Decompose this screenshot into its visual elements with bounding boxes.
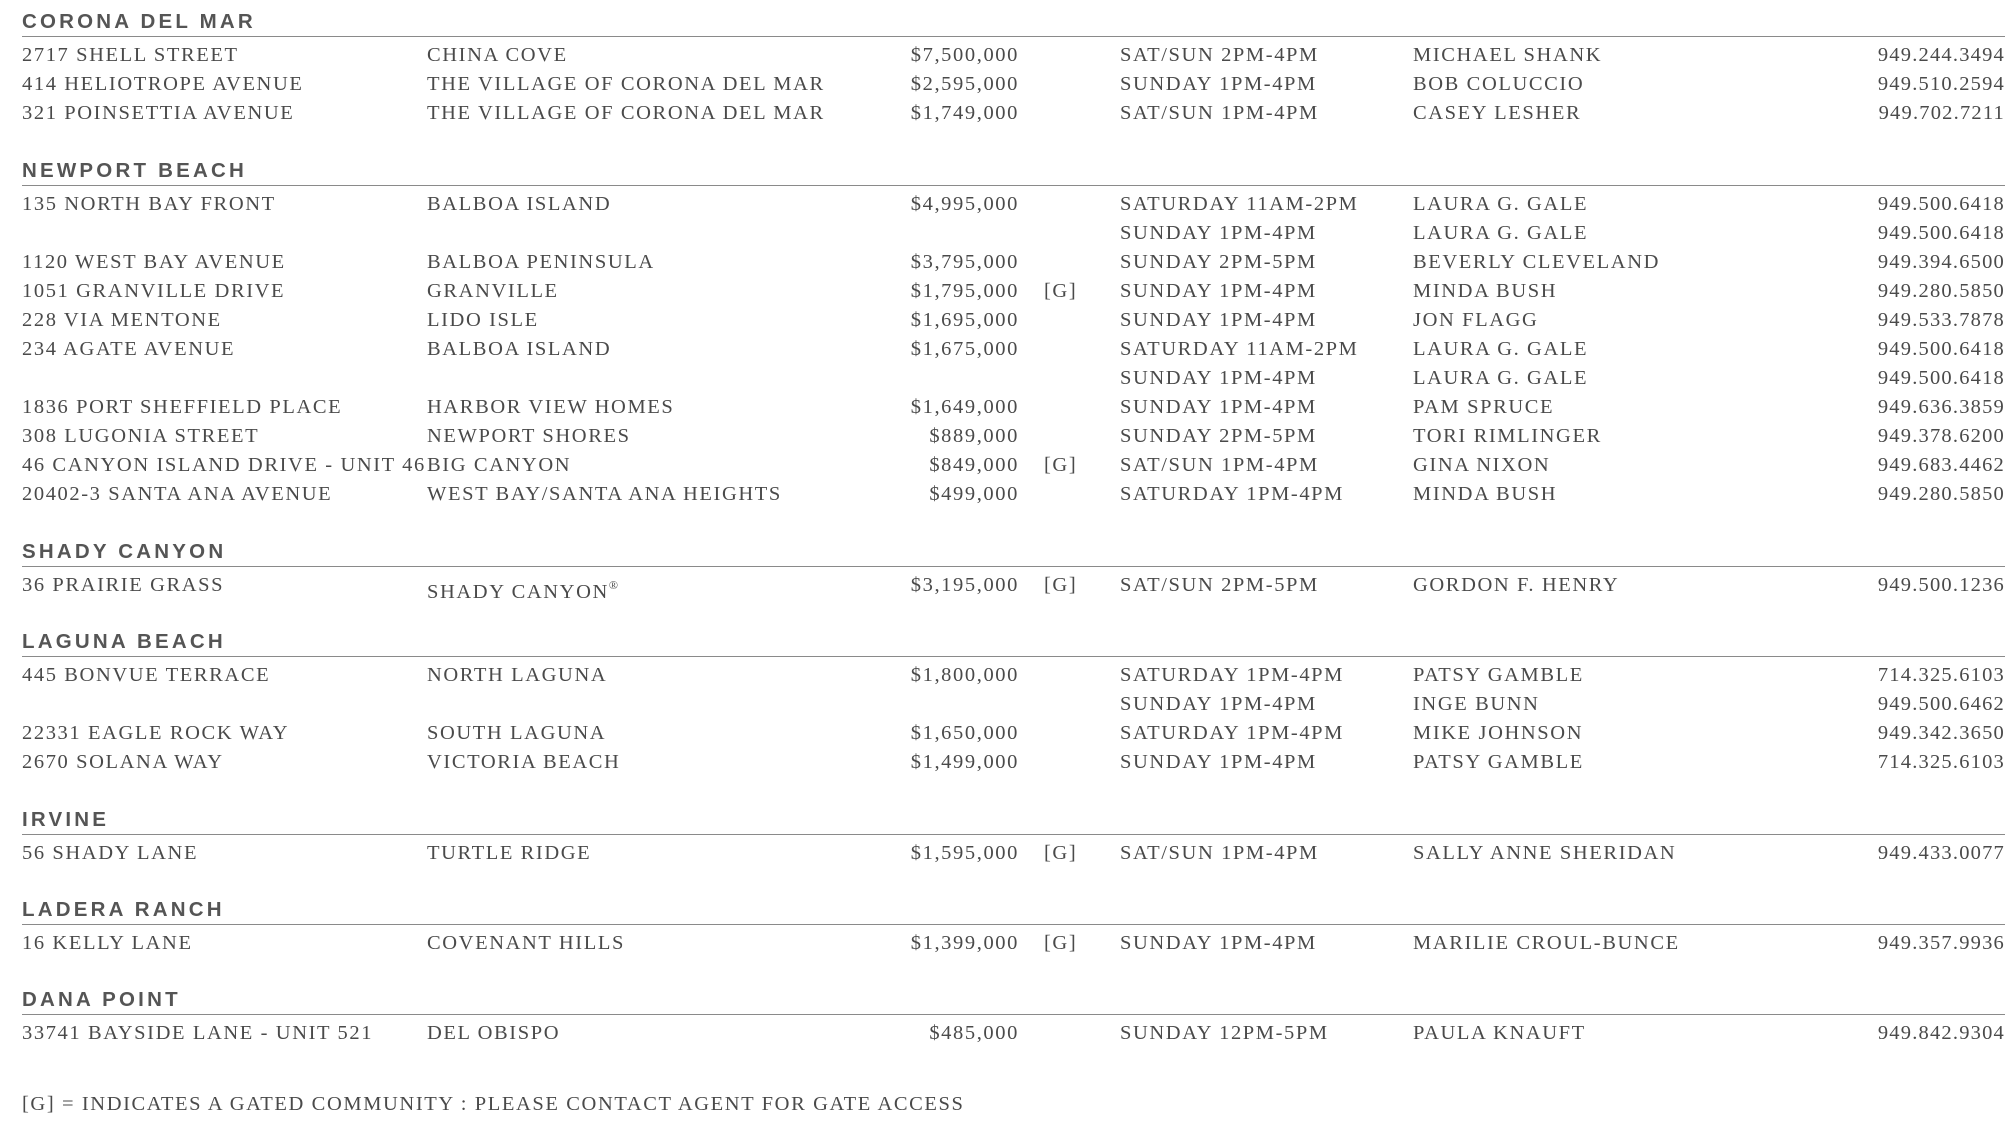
listing-row [22,335,2005,364]
listing-price: $1,800,000 [910,664,1019,686]
listing-gated: [G] [1044,280,1078,302]
listing-neighborhood: GRANVILLE [427,280,559,302]
listing-agent: BOB COLUCCIO [1413,73,1585,95]
listing-time: SAT/SUN 1PM-4PM [1120,102,1319,124]
listing-time: SUNDAY 1PM-4PM [1120,367,1317,389]
listing-price: $2,595,000 [910,73,1019,95]
listing-neighborhood: WEST BAY/SANTA ANA HEIGHTS [427,483,782,505]
listing-price: $1,595,000 [910,842,1019,864]
listing-neighborhood: THE VILLAGE OF CORONA DEL MAR [427,73,825,95]
listing-time: SAT/SUN 2PM-5PM [1120,574,1319,596]
listing-price: $1,675,000 [910,338,1019,360]
listing-neighborhood: BALBOA ISLAND [427,338,612,360]
footnote: [G] = INDICATES A GATED COMMUNITY : PLEASE CONTACT AGENT FOR GATE ACCESS [22,1093,965,1115]
listing-phone: 949.500.6418 [1877,367,2005,389]
listing-address: 414 HELIOTROPE AVENUE [22,73,304,95]
listing-agent: GORDON F. HENRY [1413,574,1620,596]
listing-neighborhood: NORTH LAGUNA [427,664,608,686]
listing-address: 16 KELLY LANE [22,932,193,954]
section-divider [22,185,2005,186]
section-divider [22,834,2005,835]
listing-phone: 949.500.1236 [1877,574,2005,596]
listing-price: $3,795,000 [910,251,1019,273]
listing-price: $1,749,000 [910,102,1019,124]
listing-row [22,219,2005,248]
listing-row [22,364,2005,393]
listing-time: SUNDAY 1PM-4PM [1120,73,1317,95]
section-title: DANA POINT [22,988,181,1011]
listing-phone: 949.357.9936 [1877,932,2005,954]
listing-phone: 949.244.3494 [1877,44,2005,66]
listing-time: SUNDAY 2PM-5PM [1120,251,1317,273]
listing-row [22,719,2005,748]
listing-address: 46 CANYON ISLAND DRIVE - UNIT 46 [22,454,426,476]
listing-agent: SALLY ANNE SHERIDAN [1413,842,1677,864]
listing-agent: MARILIE CROUL-BUNCE [1413,932,1680,954]
section-title: LAGUNA BEACH [22,630,226,653]
listing-row [22,839,2005,868]
listing-agent: INGE BUNN [1413,693,1540,715]
section-divider [22,1014,2005,1015]
listing-agent: CASEY LESHER [1413,102,1582,124]
listing-phone: 949.433.0077 [1877,842,2005,864]
listing-agent: LAURA G. GALE [1413,222,1589,244]
listing-address: 135 NORTH BAY FRONT [22,193,276,215]
listing-row [22,661,2005,690]
listing-phone: 949.683.4462 [1877,454,2005,476]
listing-agent: BEVERLY CLEVELAND [1413,251,1661,273]
section-title: LADERA RANCH [22,898,225,921]
listing-neighborhood: DEL OBISPO [427,1022,561,1044]
listing-time: SUNDAY 1PM-4PM [1120,396,1317,418]
listing-neighborhood: VICTORIA BEACH [427,751,621,773]
listing-time: SAT/SUN 1PM-4PM [1120,842,1319,864]
listing-agent: PATSY GAMBLE [1413,751,1584,773]
listing-agent: LAURA G. GALE [1413,193,1589,215]
listing-price: $1,649,000 [910,396,1019,418]
listing-row [22,190,2005,219]
listing-time: SAT/SUN 1PM-4PM [1120,454,1319,476]
listing-price: $1,650,000 [910,722,1019,744]
listing-phone: 949.636.3859 [1877,396,2005,418]
listing-phone: 949.533.7878 [1877,309,2005,331]
listing-phone: 949.842.9304 [1877,1022,2005,1044]
section-divider [22,566,2005,567]
listing-time: SUNDAY 1PM-4PM [1120,222,1317,244]
listing-gated: [G] [1044,454,1078,476]
listing-phone: 949.378.6200 [1877,425,2005,447]
listing-agent: PAM SPRUCE [1413,396,1555,418]
section-divider [22,924,2005,925]
listing-phone: 949.280.5850 [1877,280,2005,302]
listing-phone: 714.325.6103 [1877,664,2005,686]
listing-agent: PATSY GAMBLE [1413,664,1584,686]
section-divider [22,656,2005,657]
listing-price: $485,000 [929,1022,1019,1044]
listing-row [22,748,2005,777]
listing-time: SUNDAY 1PM-4PM [1120,309,1317,331]
listing-price: $4,995,000 [910,193,1019,215]
listing-address: 20402-3 SANTA ANA AVENUE [22,483,333,505]
listing-gated: [G] [1044,842,1078,864]
listing-neighborhood: BALBOA ISLAND [427,193,612,215]
listing-address: 1120 WEST BAY AVENUE [22,251,286,273]
listing-phone: 949.510.2594 [1877,73,2005,95]
neighborhood-name: SHADY CANYON [427,581,609,603]
listing-neighborhood: LIDO ISLE [427,309,539,331]
listing-neighborhood: NEWPORT SHORES [427,425,631,447]
listing-phone: 949.394.6500 [1877,251,2005,273]
listing-row [22,99,2005,128]
listing-neighborhood: HARBOR VIEW HOMES [427,396,675,418]
listing-address: 2670 SOLANA WAY [22,751,224,773]
listing-price: $1,499,000 [910,751,1019,773]
listing-address: 22331 EAGLE ROCK WAY [22,722,290,744]
listing-address: 33741 BAYSIDE LANE - UNIT 521 [22,1022,374,1044]
section-divider [22,36,2005,37]
listing-row [22,929,2005,958]
listing-row [22,422,2005,451]
listing-phone: 949.342.3650 [1877,722,2005,744]
listing-address: 36 PRAIRIE GRASS [22,574,225,596]
listing-address: 1051 GRANVILLE DRIVE [22,280,286,302]
listing-agent: GINA NIXON [1413,454,1551,476]
listing-price: $499,000 [929,483,1019,505]
listing-neighborhood: BIG CANYON [427,454,572,476]
listing-phone: 949.500.6462 [1877,693,2005,715]
listing-gated: [G] [1044,932,1078,954]
listing-price: $7,500,000 [910,44,1019,66]
listing-address: 56 SHADY LANE [22,842,199,864]
listing-row [22,393,2005,422]
listing-neighborhood: THE VILLAGE OF CORONA DEL MAR [427,102,825,124]
listing-gated: [G] [1044,574,1078,596]
listing-address: 2717 SHELL STREET [22,44,239,66]
section-title: NEWPORT BEACH [22,159,247,182]
listing-price: $849,000 [929,454,1019,476]
listing-phone: 714.325.6103 [1877,751,2005,773]
listing-agent: MIKE JOHNSON [1413,722,1584,744]
registered-mark: ® [608,578,619,592]
listing-phone: 949.500.6418 [1877,222,2005,244]
listing-time: SUNDAY 1PM-4PM [1120,693,1317,715]
listing-row [22,248,2005,277]
listing-time: SATURDAY 1PM-4PM [1120,483,1345,505]
listing-time: SATURDAY 1PM-4PM [1120,664,1345,686]
listing-price: $1,795,000 [910,280,1019,302]
listing-neighborhood: SOUTH LAGUNA [427,722,607,744]
listing-time: SUNDAY 1PM-4PM [1120,280,1317,302]
listing-neighborhood [427,571,618,607]
listing-time: SATURDAY 11AM-2PM [1120,338,1359,360]
listing-phone: 949.280.5850 [1877,483,2005,505]
listing-phone: 949.702.7211 [1878,102,2005,124]
listing-agent: JON FLAGG [1413,309,1539,331]
listing-agent: LAURA G. GALE [1413,338,1589,360]
section-title: IRVINE [22,808,110,831]
listing-time: SUNDAY 1PM-4PM [1120,932,1317,954]
listing-neighborhood: TURTLE RIDGE [427,842,592,864]
listing-address: 234 AGATE AVENUE [22,338,236,360]
listing-row [22,41,2005,70]
listing-neighborhood: COVENANT HILLS [427,932,625,954]
listing-address: 308 LUGONIA STREET [22,425,260,447]
listing-time: SUNDAY 12PM-5PM [1120,1022,1329,1044]
listing-agent: MICHAEL SHANK [1413,44,1603,66]
listing-neighborhood: BALBOA PENINSULA [427,251,655,273]
listing-row [22,571,2005,603]
listing-price: $1,399,000 [910,932,1019,954]
listing-price: $889,000 [929,425,1019,447]
listing-agent: PAULA KNAUFT [1413,1022,1586,1044]
listing-row [22,480,2005,509]
listing-phone: 949.500.6418 [1877,338,2005,360]
listing-agent: MINDA BUSH [1413,280,1558,302]
listing-agent: LAURA G. GALE [1413,367,1589,389]
listing-time: SUNDAY 1PM-4PM [1120,751,1317,773]
listing-row [22,690,2005,719]
listing-price: $3,195,000 [910,574,1019,596]
section-title: SHADY CANYON [22,540,227,563]
section-title: CORONA DEL MAR [22,10,256,33]
listing-time: SAT/SUN 2PM-4PM [1120,44,1319,66]
listing-address: 228 VIA MENTONE [22,309,222,331]
listing-row [22,1019,2005,1048]
listing-agent: MINDA BUSH [1413,483,1558,505]
listing-row [22,306,2005,335]
listing-address: 321 POINSETTIA AVENUE [22,102,295,124]
listing-row [22,70,2005,99]
listing-time: SUNDAY 2PM-5PM [1120,425,1317,447]
listing-row [22,277,2005,306]
listing-row [22,451,2005,480]
listing-address: 445 BONVUE TERRACE [22,664,271,686]
listing-time: SATURDAY 11AM-2PM [1120,193,1359,215]
listing-phone: 949.500.6418 [1877,193,2005,215]
listing-time: SATURDAY 1PM-4PM [1120,722,1345,744]
listing-address: 1836 PORT SHEFFIELD PLACE [22,396,343,418]
listing-neighborhood: CHINA COVE [427,44,568,66]
listing-price: $1,695,000 [910,309,1019,331]
listing-agent: TORI RIMLINGER [1413,425,1602,447]
